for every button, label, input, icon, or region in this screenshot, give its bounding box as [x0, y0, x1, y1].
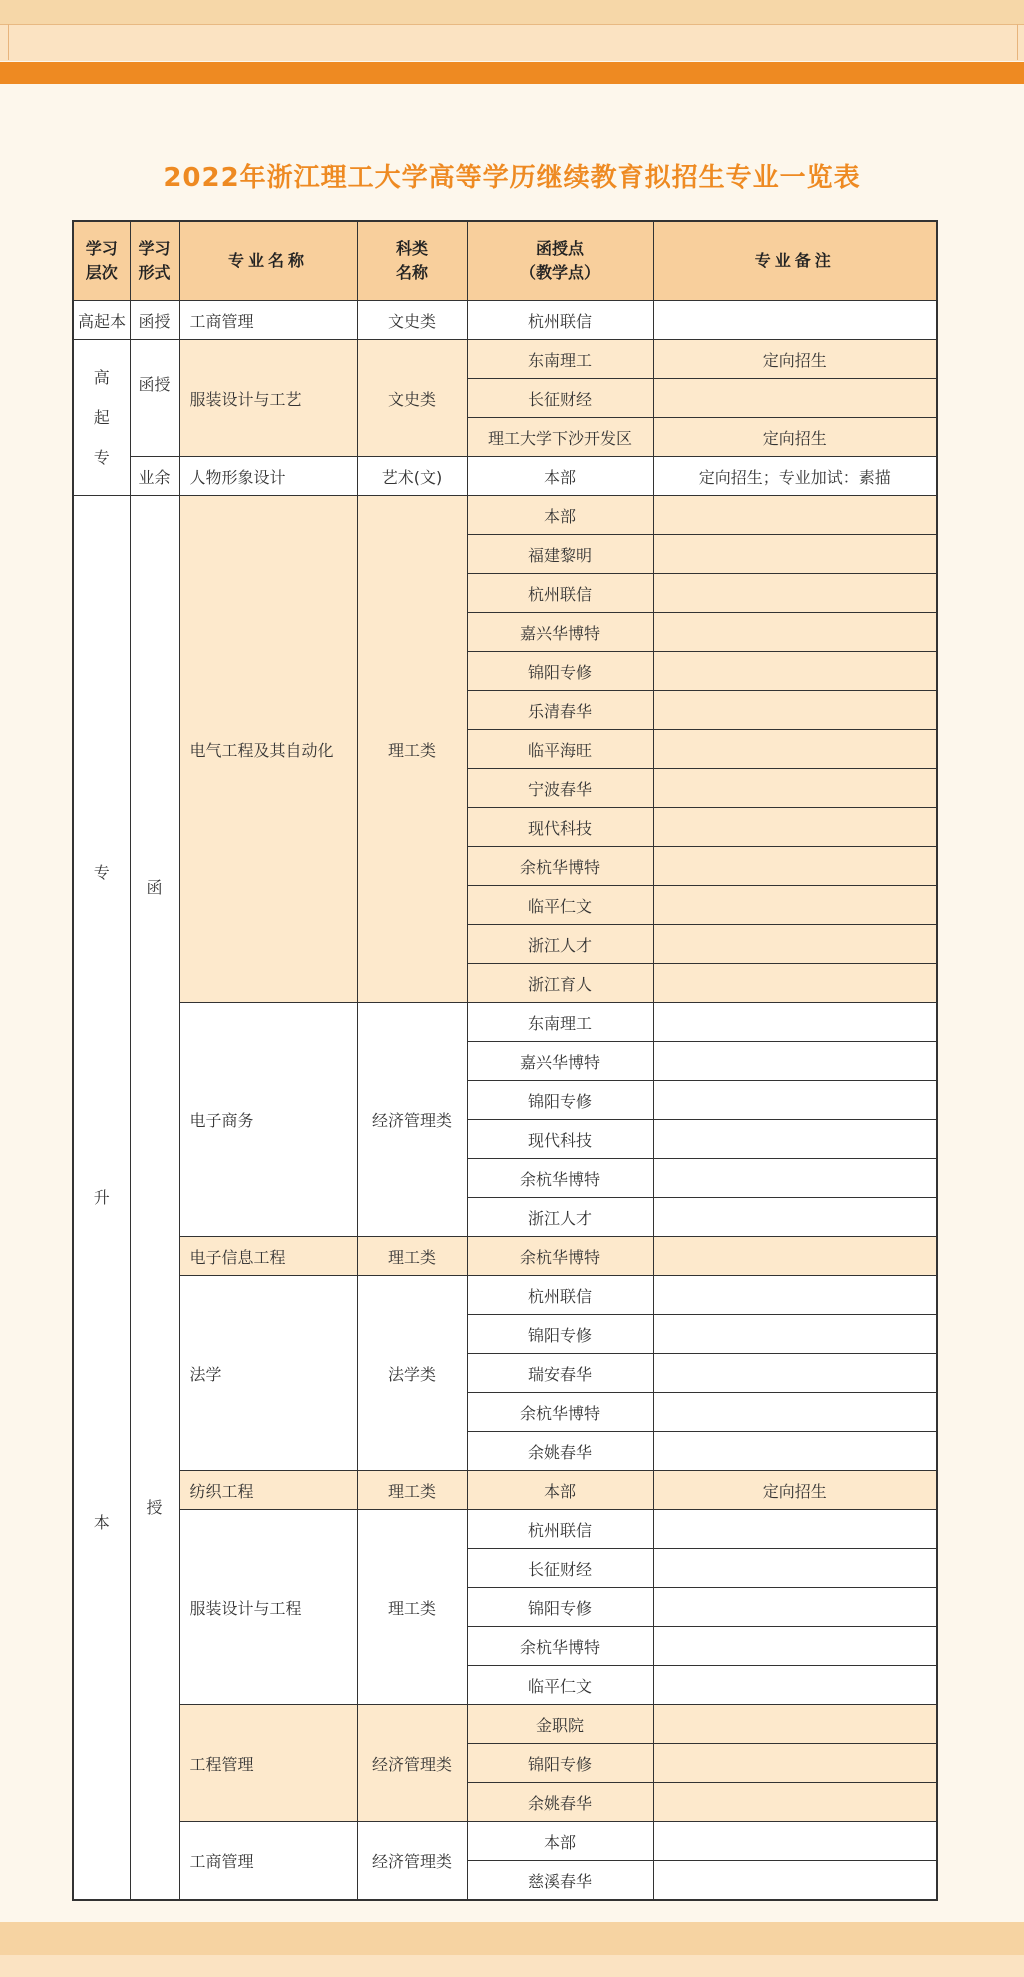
header-category: 科类 名称	[357, 221, 467, 301]
remark-cell	[653, 1510, 937, 1549]
remark-cell	[653, 1276, 937, 1315]
major-cell: 法学	[179, 1276, 357, 1471]
remark-cell	[653, 691, 937, 730]
level-cell: 高起本	[73, 301, 130, 340]
major-cell: 电气工程及其自动化	[179, 496, 357, 1003]
point-cell: 余杭华博特	[467, 1627, 653, 1666]
header-form: 学习 形式	[130, 221, 179, 301]
remark-cell	[653, 1861, 937, 1901]
top-decor-band	[0, 0, 1024, 24]
remark-cell	[653, 730, 937, 769]
table-header-row	[73, 221, 937, 301]
remark-cell	[653, 1042, 937, 1081]
point-cell: 乐清春华	[467, 691, 653, 730]
major-cell: 服装设计与工程	[179, 1510, 357, 1705]
point-cell: 长征财经	[467, 379, 653, 418]
remark-cell	[653, 535, 937, 574]
form-cell: 函授	[130, 301, 179, 340]
point-cell: 本部	[467, 1822, 653, 1861]
bottom-decor-band	[0, 1922, 1024, 1955]
category-cell: 理工类	[357, 1510, 467, 1705]
remark-cell	[653, 496, 937, 535]
table-row	[73, 1510, 937, 1549]
remark-cell	[653, 925, 937, 964]
form-cell: 函授	[130, 340, 179, 457]
point-cell: 余杭华博特	[467, 1159, 653, 1198]
major-cell: 工商管理	[179, 1822, 357, 1901]
remark-cell	[653, 1588, 937, 1627]
major-cell: 电子商务	[179, 1003, 357, 1237]
orange-header-bar	[0, 62, 1024, 84]
remark-cell	[653, 1783, 937, 1822]
major-cell: 工商管理	[179, 301, 357, 340]
category-cell: 经济管理类	[357, 1003, 467, 1237]
remark-cell	[653, 652, 937, 691]
table-row	[73, 1237, 937, 1276]
remark-cell	[653, 1081, 937, 1120]
point-cell: 杭州联信	[467, 1276, 653, 1315]
table-row	[73, 496, 937, 535]
top-frame-line	[8, 24, 1018, 60]
point-cell: 锦阳专修	[467, 1588, 653, 1627]
table-row	[73, 1705, 937, 1744]
point-cell: 嘉兴华博特	[467, 613, 653, 652]
category-cell: 理工类	[357, 1471, 467, 1510]
point-cell: 锦阳专修	[467, 1081, 653, 1120]
major-cell: 电子信息工程	[179, 1237, 357, 1276]
point-cell: 浙江人才	[467, 1198, 653, 1237]
major-cell: 工程管理	[179, 1705, 357, 1822]
remark-cell: 定向招生	[653, 418, 937, 457]
category-cell: 文史类	[357, 301, 467, 340]
remark-cell	[653, 1354, 937, 1393]
remark-cell	[653, 574, 937, 613]
remark-cell	[653, 1549, 937, 1588]
major-cell: 纺织工程	[179, 1471, 357, 1510]
point-cell: 本部	[467, 457, 653, 496]
point-cell: 东南理工	[467, 340, 653, 379]
table-row	[73, 1003, 937, 1042]
remark-cell	[653, 808, 937, 847]
point-cell: 余杭华博特	[467, 847, 653, 886]
point-cell: 浙江育人	[467, 964, 653, 1003]
remark-cell: 定向招生	[653, 340, 937, 379]
remark-cell	[653, 1120, 937, 1159]
remark-cell	[653, 1705, 937, 1744]
remark-cell	[653, 1627, 937, 1666]
category-cell: 经济管理类	[357, 1705, 467, 1822]
remark-cell: 定向招生	[653, 1471, 937, 1510]
table-row	[73, 1822, 937, 1861]
header-point: 函授点 （教学点）	[467, 221, 653, 301]
table-row	[73, 1276, 937, 1315]
remark-cell	[653, 886, 937, 925]
remark-cell	[653, 847, 937, 886]
remark-cell	[653, 1237, 937, 1276]
point-cell: 东南理工	[467, 1003, 653, 1042]
remark-cell	[653, 1393, 937, 1432]
category-cell: 理工类	[357, 496, 467, 1003]
point-cell: 嘉兴华博特	[467, 1042, 653, 1081]
remark-cell	[653, 1666, 937, 1705]
table-row	[73, 301, 937, 340]
point-cell: 临平仁文	[467, 886, 653, 925]
point-cell: 临平海旺	[467, 730, 653, 769]
remark-cell	[653, 379, 937, 418]
remark-cell	[653, 1003, 937, 1042]
remark-cell	[653, 613, 937, 652]
form-cell: 业余	[130, 457, 179, 496]
point-cell: 锦阳专修	[467, 652, 653, 691]
category-cell: 经济管理类	[357, 1822, 467, 1901]
point-cell: 临平仁文	[467, 1666, 653, 1705]
point-cell: 浙江人才	[467, 925, 653, 964]
form-cell: 函 授	[130, 496, 179, 1901]
point-cell: 杭州联信	[467, 1510, 653, 1549]
major-cell: 服装设计与工艺	[179, 340, 357, 457]
page-title: 2022年浙江理工大学高等学历继续教育拟招生专业一览表	[163, 163, 861, 193]
point-cell: 本部	[467, 496, 653, 535]
point-cell: 杭州联信	[467, 574, 653, 613]
point-cell: 长征财经	[467, 1549, 653, 1588]
remark-cell	[653, 1432, 937, 1471]
remark-cell	[653, 1315, 937, 1354]
point-cell: 慈溪春华	[467, 1861, 653, 1901]
point-cell: 杭州联信	[467, 301, 653, 340]
table-row	[73, 457, 937, 496]
point-cell: 余杭华博特	[467, 1393, 653, 1432]
point-cell: 瑞安春华	[467, 1354, 653, 1393]
remark-cell	[653, 964, 937, 1003]
point-cell: 本部	[467, 1471, 653, 1510]
major-cell: 人物形象设计	[179, 457, 357, 496]
level-cell: 专 升 本	[73, 496, 130, 1901]
point-cell: 余姚春华	[467, 1432, 653, 1471]
point-cell: 金职院	[467, 1705, 653, 1744]
header-remark: 专业备注	[653, 221, 937, 301]
table-row	[73, 1471, 937, 1510]
point-cell: 锦阳专修	[467, 1744, 653, 1783]
point-cell: 余姚春华	[467, 1783, 653, 1822]
point-cell: 宁波春华	[467, 769, 653, 808]
point-cell: 锦阳专修	[467, 1315, 653, 1354]
category-cell: 文史类	[357, 340, 467, 457]
enrollment-table	[72, 220, 938, 1901]
bottom-decor-band-light	[0, 1955, 1024, 1977]
remark-cell	[653, 301, 937, 340]
category-cell: 理工类	[357, 1237, 467, 1276]
remark-cell	[653, 1744, 937, 1783]
point-cell: 现代科技	[467, 1120, 653, 1159]
remark-cell	[653, 1822, 937, 1861]
header-major: 专业名称	[179, 221, 357, 301]
category-cell: 艺术(文)	[357, 457, 467, 496]
category-cell: 法学类	[357, 1276, 467, 1471]
point-cell: 现代科技	[467, 808, 653, 847]
point-cell: 余杭华博特	[467, 1237, 653, 1276]
remark-cell: 定向招生；专业加试：素描	[653, 457, 937, 496]
point-cell: 理工大学下沙开发区	[467, 418, 653, 457]
level-cell: 高 起 专	[73, 340, 130, 496]
table-row	[73, 340, 937, 379]
remark-cell	[653, 769, 937, 808]
header-level: 学习 层次	[73, 221, 130, 301]
remark-cell	[653, 1198, 937, 1237]
point-cell: 福建黎明	[467, 535, 653, 574]
remark-cell	[653, 1159, 937, 1198]
